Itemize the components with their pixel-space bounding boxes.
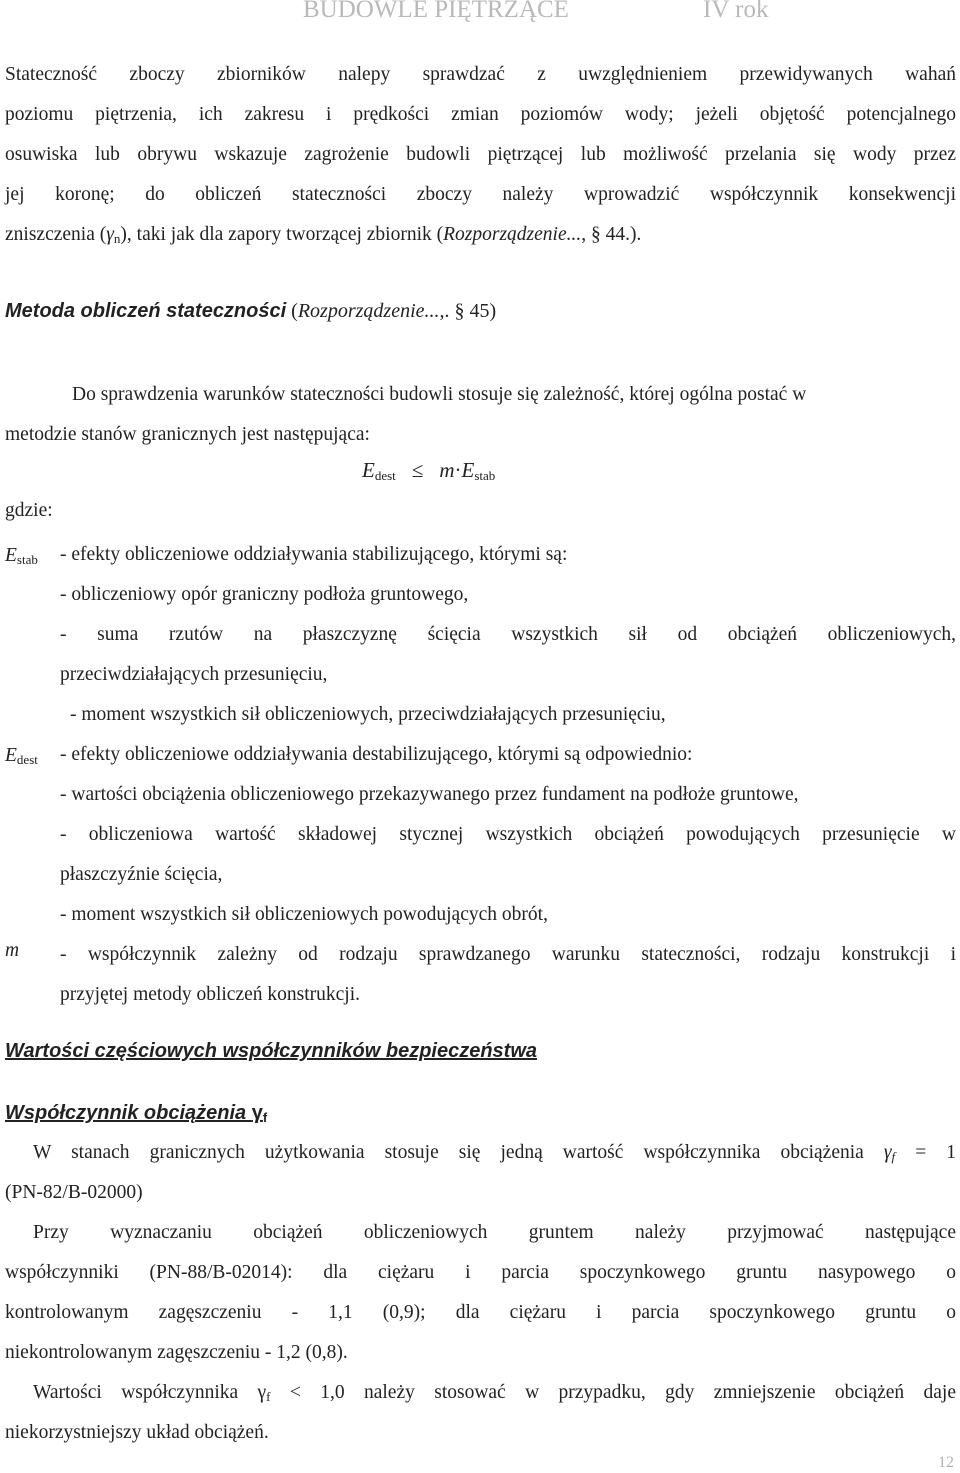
para-text: < 1,0 należy stosować w przypadku, gdy zmniejszenie obciążeń daje bbox=[270, 1382, 956, 1403]
estab-line-4: przeciwdziałających przesunięciu, bbox=[60, 664, 328, 685]
edest-line-3: - obliczeniowa wartość składowej stycznej wszystkich obciążeń powodujących przesunięcie w bbox=[60, 824, 956, 845]
gamma-subscript: n bbox=[113, 231, 121, 246]
stability-equation bbox=[362, 458, 495, 484]
m-line-1: - współczynnik zależny od rodzaju sprawdzanego warunku stateczności, rodzaju konstrukcji i bbox=[60, 944, 956, 965]
page-number: 12 bbox=[938, 1454, 954, 1471]
edest-sym: E bbox=[5, 745, 17, 766]
edest-line-2: - wartości obciążenia obliczeniowego przekazywanego przez fundament na podłoże gruntowe, bbox=[60, 784, 799, 805]
edest-symbol bbox=[5, 745, 38, 768]
edest-line-5: - moment wszystkich sił obliczeniowych powodujących obrót, bbox=[60, 904, 548, 925]
estab-line-5: - moment wszystkich sił obliczeniowych, przeciwdziałających przesunięciu, bbox=[70, 704, 666, 725]
para3-line-4: niekontrolowanym zagęszczeniu - 1,2 (0,8). bbox=[5, 1342, 348, 1363]
gamma-symbol: γ bbox=[883, 1142, 892, 1163]
gdzie-label: gdzie: bbox=[5, 500, 53, 521]
header-title: BUDOWLE PIĘTRZĄCE bbox=[303, 0, 569, 23]
edest-line-4: płaszczyźnie ścięcia, bbox=[60, 864, 223, 885]
eq-lhs: E bbox=[362, 458, 375, 482]
para1-line-1: Do sprawdzenia warunków stateczności budowli stosuje się zależność, której ogólna postać w bbox=[72, 384, 807, 405]
eq-m: m bbox=[439, 458, 455, 482]
m-line-2: przyjętej metody obliczeń konstrukcji. bbox=[60, 984, 360, 1005]
estab-symbol bbox=[5, 545, 38, 568]
heading-text: Metoda obliczeń stateczności bbox=[5, 300, 287, 322]
estab-line-2: - obliczeniowy opór graniczny podłoża gruntowego, bbox=[60, 584, 469, 605]
gamma-symbol: γ bbox=[257, 1382, 267, 1403]
regulation-ref: Rozporządzenie... bbox=[443, 224, 582, 245]
intro-line-3: osuwiska lub obrywu wskazuje zagrożenie budowli piętrzącej lub możliwość przelania się wody przez bbox=[5, 144, 956, 165]
intro-line-4: jej koronę; do obliczeń stateczności zboczy należy wprowadzić współczynnik konsekwencji bbox=[5, 184, 956, 205]
header-year: IV rok bbox=[703, 0, 769, 23]
gamma-subscript: f bbox=[891, 1149, 896, 1164]
eq-dot: · bbox=[454, 458, 462, 482]
para4-line-1 bbox=[33, 1373, 956, 1417]
estab-sub: stab bbox=[16, 552, 38, 567]
heading-ref: ( bbox=[286, 300, 298, 322]
eq-rhs-sub: stab bbox=[474, 468, 496, 483]
para-text: Wartości współczynnika bbox=[33, 1382, 258, 1403]
eq-operator: ≤ bbox=[411, 458, 424, 482]
intro-line-1: Stateczność zboczy zbiorników nalepy sprawdzać z uwzględnieniem przewidywanych wahań bbox=[5, 64, 956, 85]
section-heading-load-factor bbox=[5, 1102, 267, 1125]
edest-line-1: - efekty obliczeniowe oddziaływania destabilizującego, którymi są odpowiednio: bbox=[60, 744, 693, 765]
m-sym: m bbox=[5, 940, 20, 961]
para3-line-2: współczynniki (PN-88/B-02014): dla ciężaru i parcia spoczynkowego gruntu nasypowego o bbox=[5, 1262, 956, 1283]
para3-line-3: kontrolowanym zagęszczeniu - 1,1 (0,9); dla ciężaru i parcia spoczynkowego gruntu o bbox=[5, 1302, 956, 1323]
eq-rhs: E bbox=[461, 458, 475, 482]
eq-lhs-sub: dest bbox=[374, 468, 396, 483]
para3-line-1: Przy wyznaczaniu obciążeń obliczeniowych gruntem należy przyjmować następujące bbox=[33, 1222, 956, 1243]
para1-line-2: metodzie stanów granicznych jest następująca: bbox=[5, 424, 370, 445]
gamma-subscript: f bbox=[262, 1110, 268, 1125]
section-heading-method bbox=[5, 300, 496, 323]
heading-ref: ,. § 45) bbox=[439, 300, 497, 322]
para2-line-1 bbox=[33, 1133, 956, 1177]
para-text: = 1 bbox=[895, 1142, 956, 1163]
gamma-symbol: γ bbox=[106, 224, 114, 245]
heading-ref: Rozporządzenie... bbox=[297, 300, 440, 322]
intro-line-2: poziomu piętrzenia, ich zakresu i prędkości zmian poziomów wody; jeżeli objętość potencjalnego bbox=[5, 104, 956, 125]
estab-line-1: - efekty obliczeniowe oddziaływania stabilizującego, którymi są: bbox=[60, 544, 568, 565]
gamma-subscript: f bbox=[266, 1389, 271, 1404]
intro-text: , § 44.). bbox=[581, 224, 642, 245]
intro-text: ), taki jak dla zapory tworzącej zbiornik ( bbox=[120, 224, 444, 245]
intro-text: zniszczenia ( bbox=[5, 224, 107, 245]
heading-text: Współczynnik obciążenia bbox=[5, 1102, 252, 1124]
edest-sub: dest bbox=[16, 752, 38, 767]
section-heading-partial-factors: Wartości częściowych współczynników bezpieczeństwa bbox=[5, 1040, 538, 1062]
para2-line-2: (PN-82/B-02000) bbox=[5, 1182, 143, 1203]
estab-sym: E bbox=[5, 545, 17, 566]
intro-line-5 bbox=[5, 215, 956, 259]
para4-line-2: niekorzystniejszy układ obciążeń. bbox=[5, 1422, 269, 1443]
m-symbol bbox=[5, 940, 19, 962]
para-text: W stanach granicznych użytkowania stosuje się jedną wartość współczynnika obciążenia bbox=[33, 1142, 884, 1163]
estab-line-3: - suma rzutów na płaszczyznę ścięcia wszystkich sił od obciążeń obliczeniowych, bbox=[60, 624, 956, 645]
gamma-symbol: γ bbox=[251, 1102, 263, 1124]
